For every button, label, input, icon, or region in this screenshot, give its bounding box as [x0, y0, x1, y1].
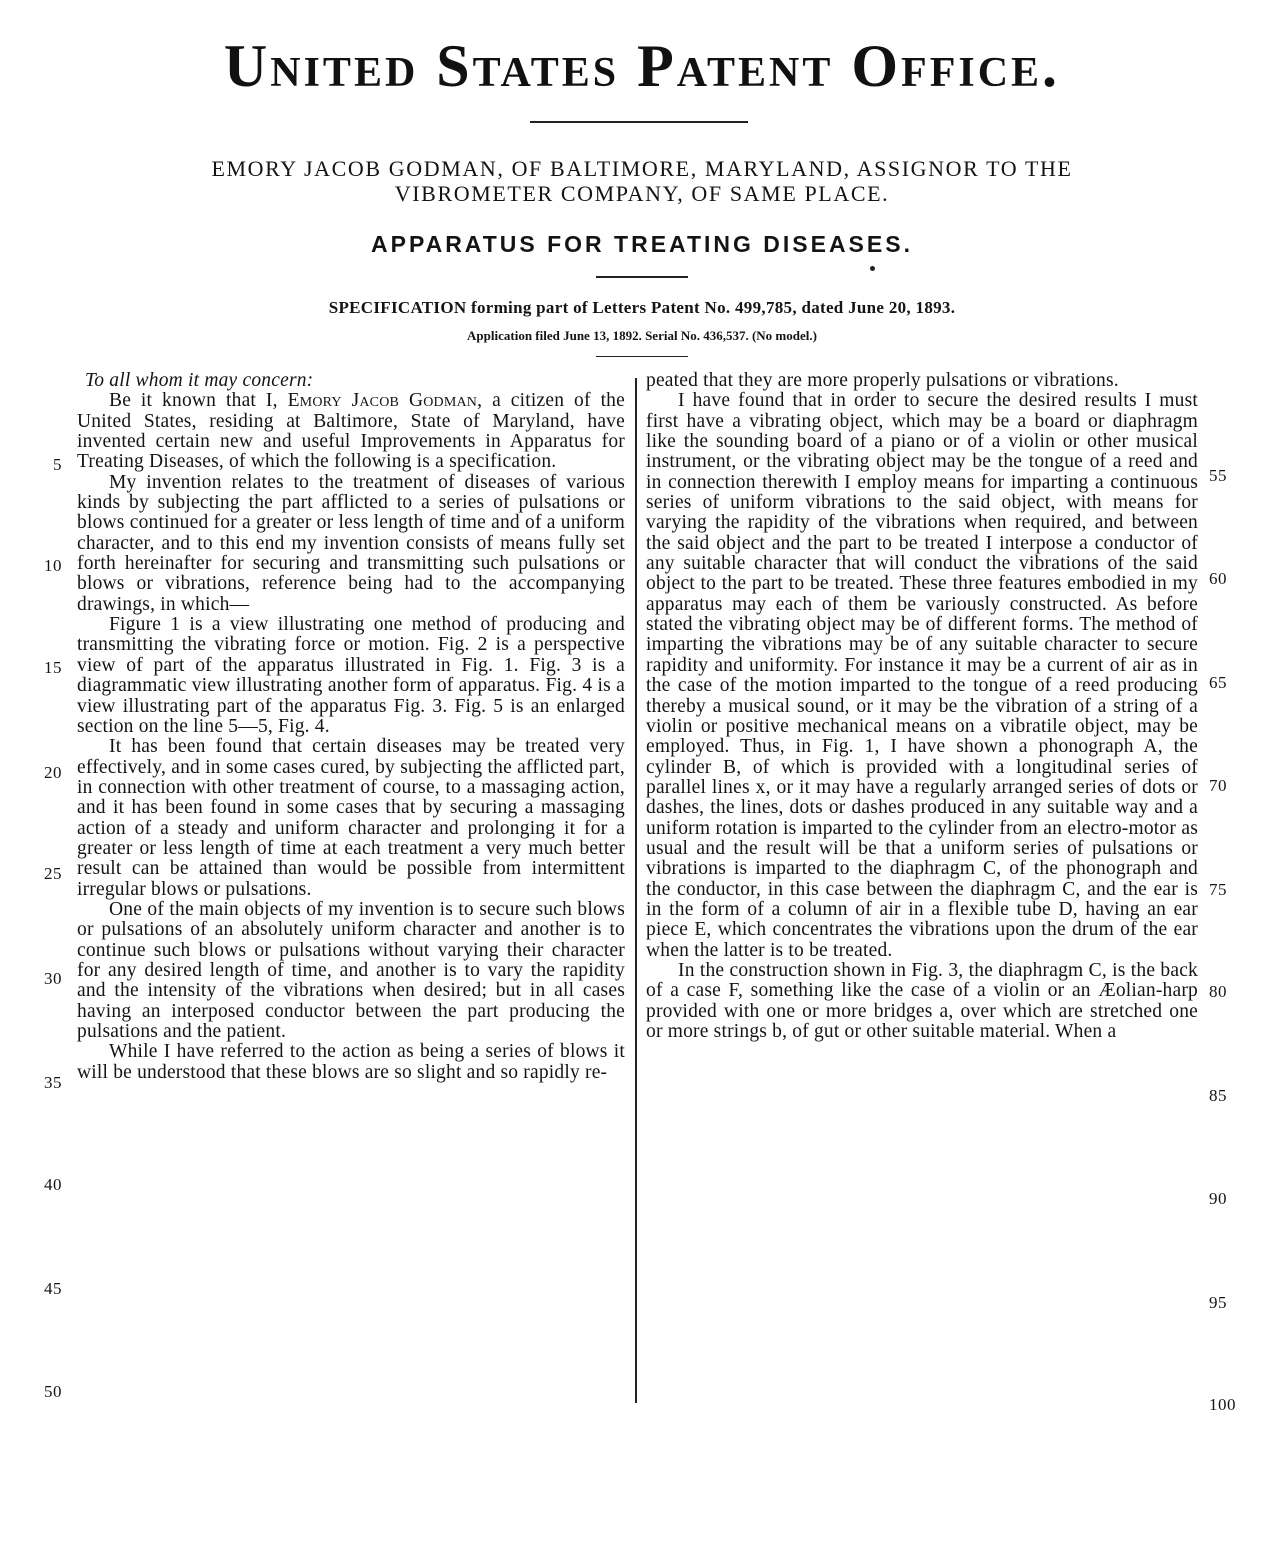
application-rule: [596, 356, 688, 357]
line-number: 25: [44, 864, 62, 883]
paragraph: peated that they are more properly pulsations or vibrations.: [646, 370, 1119, 391]
paragraph: It has been found that certain diseases may be treated very effectively, and in some cases cured, by subjecting the afflicted part, in connection with other treatment of course, to a massaging action, and it has been found in some cases that by securing a massaging action of a steady and uniform character and prolonging it for a greater or less length of time at each treatment a very much better result can be attained than would be possible from intermittent irregular blows or pulsations.: [77, 736, 625, 900]
inventor-line-2: VIBROMETER COMPANY, OF SAME PLACE.: [394, 181, 890, 206]
line-number: 20: [44, 763, 62, 782]
line-number: 65: [1209, 673, 1227, 692]
line-number: 40: [44, 1175, 62, 1194]
paragraph: One of the main objects of my invention is to secure such blows or pulsations of an absolutely uniform character and another is to continue such blows or pulsations without varying their character for any desired length of time, and another is to vary the rapidity and the intensity of the vibrations when desired; but in all cases having an interposed conductor between the part producing the pulsations and the patient.: [77, 898, 625, 1042]
specification-line: SPECIFICATION forming part of Letters Patent No. 499,785, dated June 20, 1893.: [328, 298, 956, 317]
line-number: 10: [44, 556, 62, 575]
paragraph: My invention relates to the treatment of diseases of various kinds by subjecting the part afflicted to a series of pulsations or blows continued for a greater or less length of time and of a uniform character, and to this end my invention consists of means fully set forth hereinafter for securing and transmitting such pulsations or blows or vibrations, reference being had to the accompanying drawings, in which—: [77, 471, 625, 615]
line-number: 50: [44, 1382, 62, 1401]
subject-rule: [596, 276, 688, 278]
line-number: 55: [1209, 466, 1227, 485]
line-number: 100: [1209, 1395, 1236, 1414]
line-number: 80: [1209, 982, 1227, 1001]
line-number: 45: [44, 1279, 62, 1298]
paragraph: Figure 1 is a view illustrating one method of producing and transmitting the vibrating force or motion. Fig. 2 is a perspective view of part of the apparatus illustrated in Fig. 1. Fig. 3 is a diagrammatic view illustrating another form of apparatus. Fig. 4 is a view illustrating part of the apparatus Fig. 3. Fig. 5 is an enlarged section on the line 5—5, Fig. 4.: [77, 614, 625, 737]
paragraph: While I have referred to the action as being a series of blows it will be understood that these blows are so slight and so rapidly re-: [77, 1041, 625, 1083]
ornament-dot: [870, 266, 875, 271]
column-divider: [635, 378, 637, 1403]
line-number: 35: [44, 1073, 62, 1092]
line-number: 90: [1209, 1189, 1227, 1208]
salutation: To all whom it may concern:: [85, 370, 314, 391]
line-number: 15: [44, 658, 62, 677]
subject-title: APPARATUS FOR TREATING DISEASES.: [371, 231, 913, 257]
inventor-line-1: EMORY JACOB GODMAN, OF BALTIMORE, MARYLAND, ASSIGNOR TO THE: [211, 156, 1073, 181]
line-number: 70: [1209, 776, 1227, 795]
line-number: 75: [1209, 880, 1227, 899]
line-number: 95: [1209, 1293, 1227, 1312]
paragraph-text: Be it known that I,: [109, 390, 278, 412]
paragraph: I have found that in order to secure the desired results I must first have a vibrating object, which may be a board or diaphragm like the sounding board of a piano or of a violin or other musical instrument, or the vibrating object may be the tongue of a reed and in connection therewith I employ means for imparting a continuous series of uniform vibrations to the said object, with means for varying the rapidity of the vibrations when required, and between the said object and the part to be treated I interpose a conductor of any suitable character that will conduct the vibrations of the said object to the part to be treated. These three features embodied in my apparatus may each of them be variously constructed. As before stated the vibrating object may be of different forms. The method of imparting the vibrations may be of any suitable character to secure rapidity and uniformity. For instance it may be a current of air as in the case of the motion imparted to the tongue of a reed producing thereby a musical sound, or it may be the vibration of a string of a violin or positive mechanical means on a vibratile object, may be employed. Thus, in Fig. 1, I have shown a phonograph A, the cylinder B, of which is provided with a longitudinal series of parallel lines x, or it may have a regularly arranged series of dots or dashes, the lines, dots or dashes produced in any suitable way and a uniform rotation is imparted to the cylinder from an electro-motor as usual and the result will be that a uniform series of pulsations or vibrations is imparted to the diaphragm C, of the phonograph and the conductor, in this case between the diaphragm C, and the ear is in the form of a column of air in a flexible tube D, having an ear piece E, which concentrates the vibrations upon the drum of the ear when the latter is to be treated.: [646, 390, 1198, 961]
paragraph-text: , a citizen of the United States, residing at Baltimore, State of Maryland, have invented certain new and useful Improvements in Apparatus for Treating Diseases, of which the following is a specification.: [77, 390, 625, 473]
paragraph: [77, 391, 625, 472]
line-number: 60: [1209, 569, 1227, 588]
paragraph: In the construction shown in Fig. 3, the diaphragm C, is the back of a case F, something like the case of a violin or an Æolian-harp provided with one or more bridges a, over which are stretched one or more strings b, of gut or other suitable material. When a: [646, 959, 1198, 1042]
application-line: Application filed June 13, 1892. Serial No. 436,537. (No model.): [467, 328, 817, 343]
line-number: 30: [44, 969, 62, 988]
inventor-name: Emory Jacob Godman: [287, 390, 478, 412]
line-number: 85: [1209, 1086, 1227, 1105]
left-column: [77, 371, 625, 1083]
office-title: United States Patent Office.: [223, 33, 1061, 99]
right-column: [646, 371, 1198, 1042]
line-number: 5: [53, 455, 62, 474]
title-rule: [530, 121, 748, 123]
